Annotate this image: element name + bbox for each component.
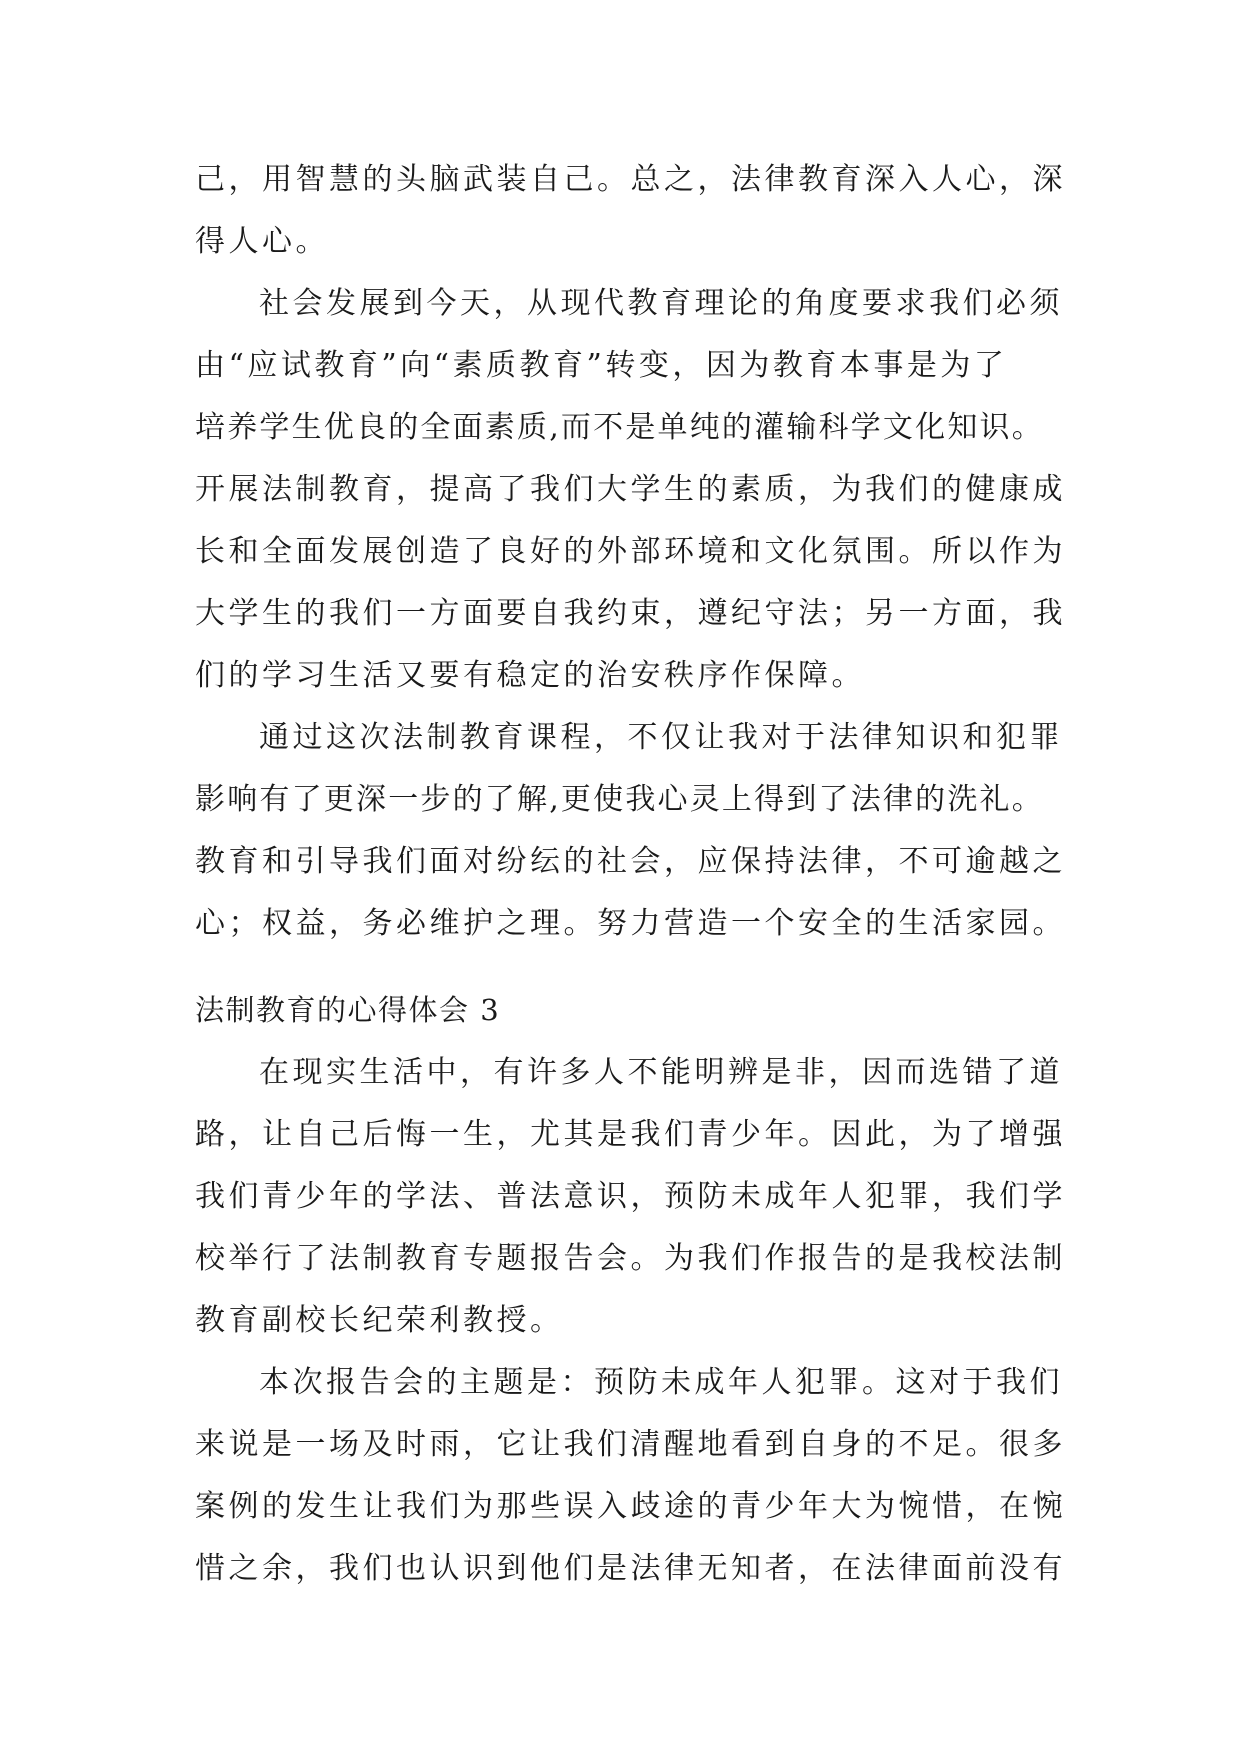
section-paragraph-2 [195, 1363, 1066, 1588]
text-line: 教育副校长纪荣利教授。 [195, 1303, 564, 1338]
paragraph-3 [195, 718, 1066, 943]
text-line: 路，让自己后悔一生，尤其是我们青少年。因此，为了增强 [195, 1117, 1066, 1152]
paragraph-1 [195, 160, 1066, 261]
text-line: 己，用智慧的头脑武装自己。总之，法律教育深入人心，深 [195, 162, 1066, 197]
text-line: 们的学习生活又要有稳定的治安秩序作保障。 [195, 658, 865, 693]
text-line: 由“应试教育”向“素质教育”转变，因为教育本事是为了 [195, 348, 1008, 383]
text-line: 在现实生活中，有许多人不能明辨是非，因而选错了道 [259, 1055, 1063, 1090]
text-line: 案例的发生让我们为那些误入歧途的青少年大为惋惜，在惋 [195, 1489, 1066, 1524]
text-line: 校举行了法制教育专题报告会。为我们作报告的是我校法制 [195, 1241, 1066, 1276]
text-line: 社会发展到今天，从现代教育理论的角度要求我们必须 [259, 286, 1063, 321]
text-line: 得人心。 [195, 224, 329, 259]
section-paragraph-1 [195, 1053, 1066, 1340]
text-line: 通过这次法制教育课程，不仅让我对于法律知识和犯罪 [259, 720, 1063, 755]
text-line: 我们青少年的学法、普法意识，预防未成年人犯罪，我们学 [195, 1179, 1066, 1214]
paragraph-2 [195, 284, 1066, 695]
text-line: 本次报告会的主题是：预防未成年人犯罪。这对于我们 [259, 1365, 1063, 1400]
text-line: 长和全面发展创造了良好的外部环境和文化氛围。所以作为 [195, 534, 1066, 569]
text-line: 惜之余，我们也认识到他们是法律无知者，在法律面前没有 [195, 1551, 1066, 1586]
section-heading: 法制教育的心得体会 3 [195, 993, 501, 1027]
document-page [195, 160, 1066, 1588]
text-line: 大学生的我们一方面要自我约束，遵纪守法；另一方面，我 [195, 596, 1066, 631]
text-line: 开展法制教育，提高了我们大学生的素质，为我们的健康成 [195, 472, 1066, 507]
text-line: 来说是一场及时雨，它让我们清醒地看到自身的不足。很多 [195, 1427, 1066, 1462]
text-line: 教育和引导我们面对纷纭的社会，应保持法律，不可逾越之 [195, 844, 1066, 879]
text-line: 培养学生优良的全面素质,而不是单纯的灌输科学文化知识。 [195, 410, 1044, 445]
text-line: 心；权益，务必维护之理。努力营造一个安全的生活家园。 [195, 906, 1066, 941]
text-line: 影响有了更深一步的了解,更使我心灵上得到了法律的洗礼。 [195, 782, 1044, 817]
